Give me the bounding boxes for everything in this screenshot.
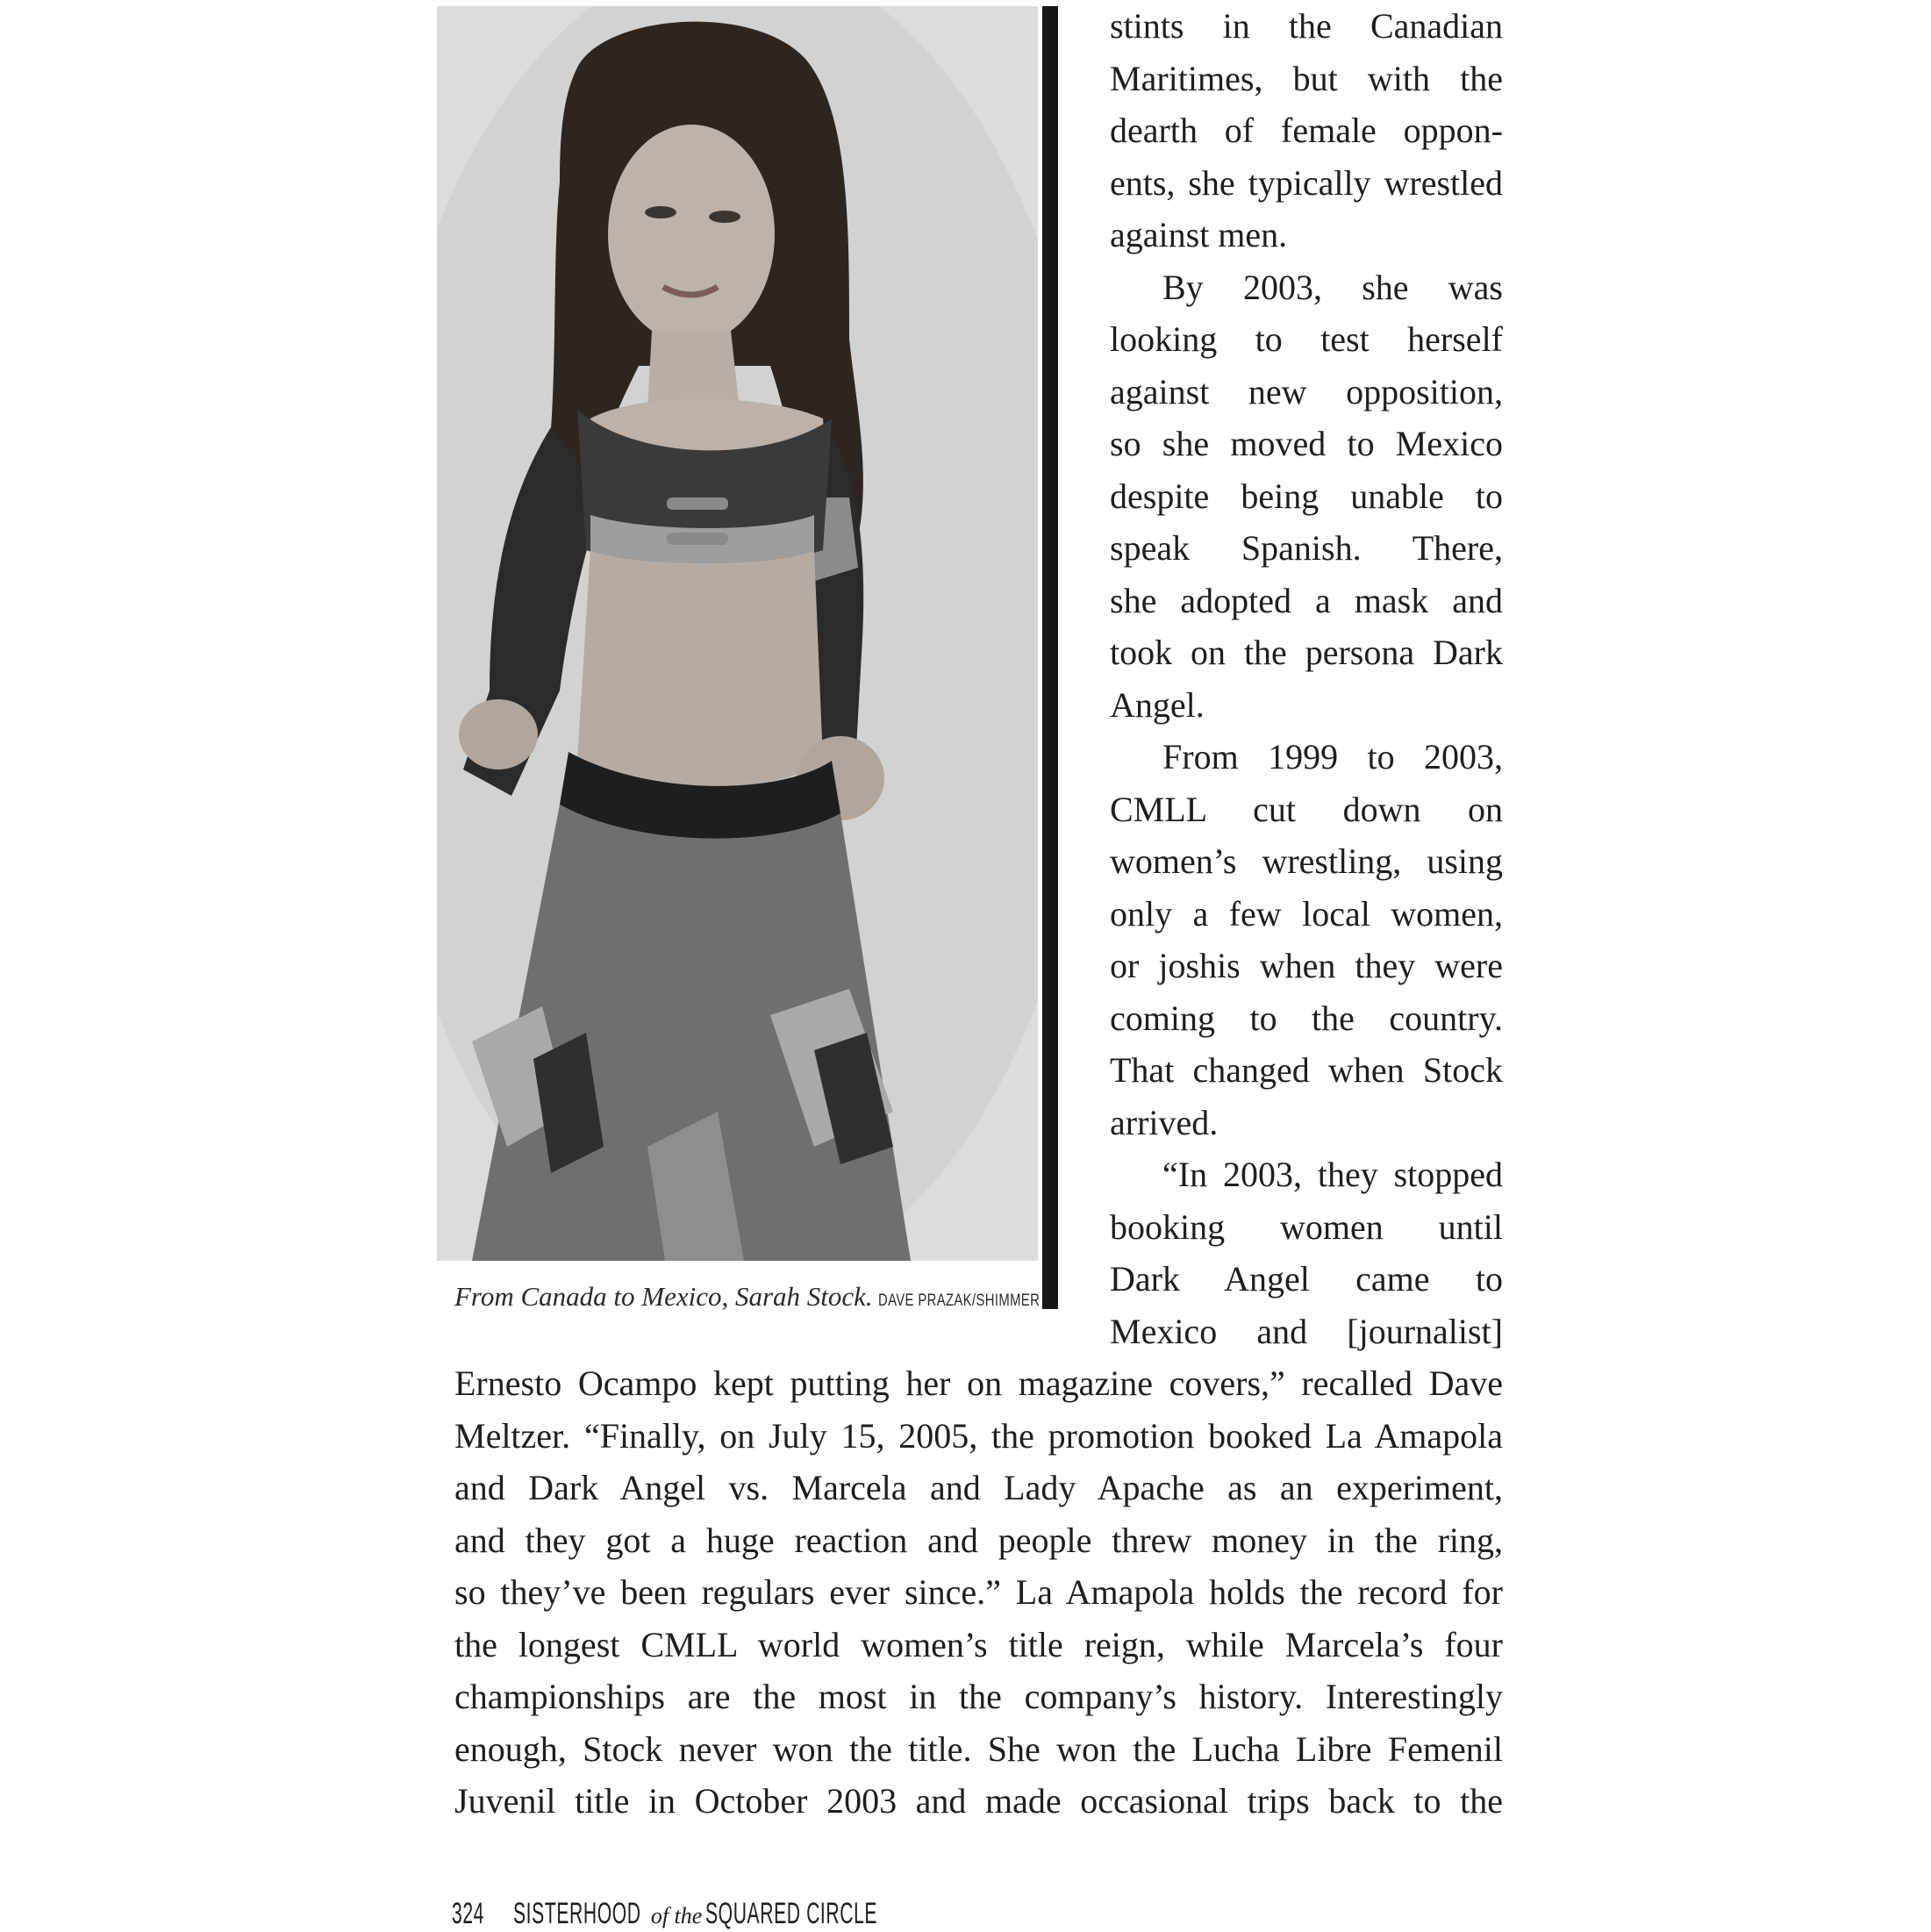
column-line: booking women until [1110,1206,1503,1247]
column-line: took on the persona Dark [1110,633,1503,672]
body-line: and they got a huge reaction and people threw money in the ring, [454,1520,1503,1560]
running-footer [452,1897,878,1932]
column-line: speak Spanish. There, [1110,528,1503,568]
book-title [513,1897,983,1931]
body-line: Meltzer. “Finally, on July 15, 2005, the promotion booked La Amapola [454,1415,1503,1456]
body-line: championships are the most in the company’s history. Interestingly [454,1677,1503,1716]
column-line: From 1999 to 2003, [1162,737,1503,776]
column-line: or joshis when they were [1110,946,1503,985]
body-line: and Dark Angel vs. Marcela and Lady Apache as an experiment, [454,1468,1503,1507]
body-line: Ernesto Ocampo kept putting her on magazine covers,” recalled Dave [454,1363,1503,1403]
photo-credit: DAVE PRAZAK/SHIMMER [877,1292,1040,1310]
column-line: “In 2003, they stopped [1162,1155,1503,1194]
column-line: so she moved to Mexico [1110,424,1503,463]
body-line: enough, Stock never won the title. She won the Lucha Libre Femenil [454,1728,1503,1769]
column-line: Dark Angel came to [1110,1259,1503,1299]
column-line: CMLL cut down on [1110,789,1503,829]
column-line: Maritimes, but with the [1110,58,1503,98]
column-line: arrived. [1110,1102,1219,1142]
column-line: By 2003, she was [1162,267,1503,307]
column-line: she adopted a mask and [1110,580,1503,620]
body-line: Juvenil title in October 2003 and made occasional trips back to the [454,1781,1503,1821]
body-line: so they’ve been regulars ever since.” La Amapola holds the record for [454,1572,1503,1612]
column-line: despite being unable to [1110,476,1503,516]
column-line: coming to the country. [1110,998,1503,1038]
wrestler-photo-illustration [437,6,1038,1261]
column-line: women’s wrestling, using [1110,841,1503,881]
caption-text: From Canada to Mexico, Sarah Stock. [454,1281,873,1312]
vertical-rule [1042,6,1058,1309]
column-line: That changed when Stock [1110,1050,1503,1090]
column-line: ents, she typically wrestled [1110,162,1503,203]
column-line: dearth of female oppon- [1110,111,1503,150]
book-title-part: SQUARED CIRCLE [705,1897,878,1930]
body-line: the longest CMLL world women’s title reign, while Marcela’s four [454,1624,1503,1664]
book-title-part: SISTERHOOD [513,1897,641,1930]
column-line: Angel. [1110,684,1205,725]
book-title-part: of the [650,1903,703,1928]
page-number: 324 [452,1897,485,1930]
photo-caption [454,1281,1040,1317]
column-line: only a few local women, [1110,893,1503,934]
column-line: looking to test herself [1110,319,1503,359]
column-line: against new opposition, [1110,371,1503,411]
column-line: Mexico and [journalist] [1110,1311,1503,1351]
wrestler-photo [437,6,1038,1261]
column-line: stints in the Canadian [1110,6,1503,46]
column-line: against men. [1110,215,1288,254]
